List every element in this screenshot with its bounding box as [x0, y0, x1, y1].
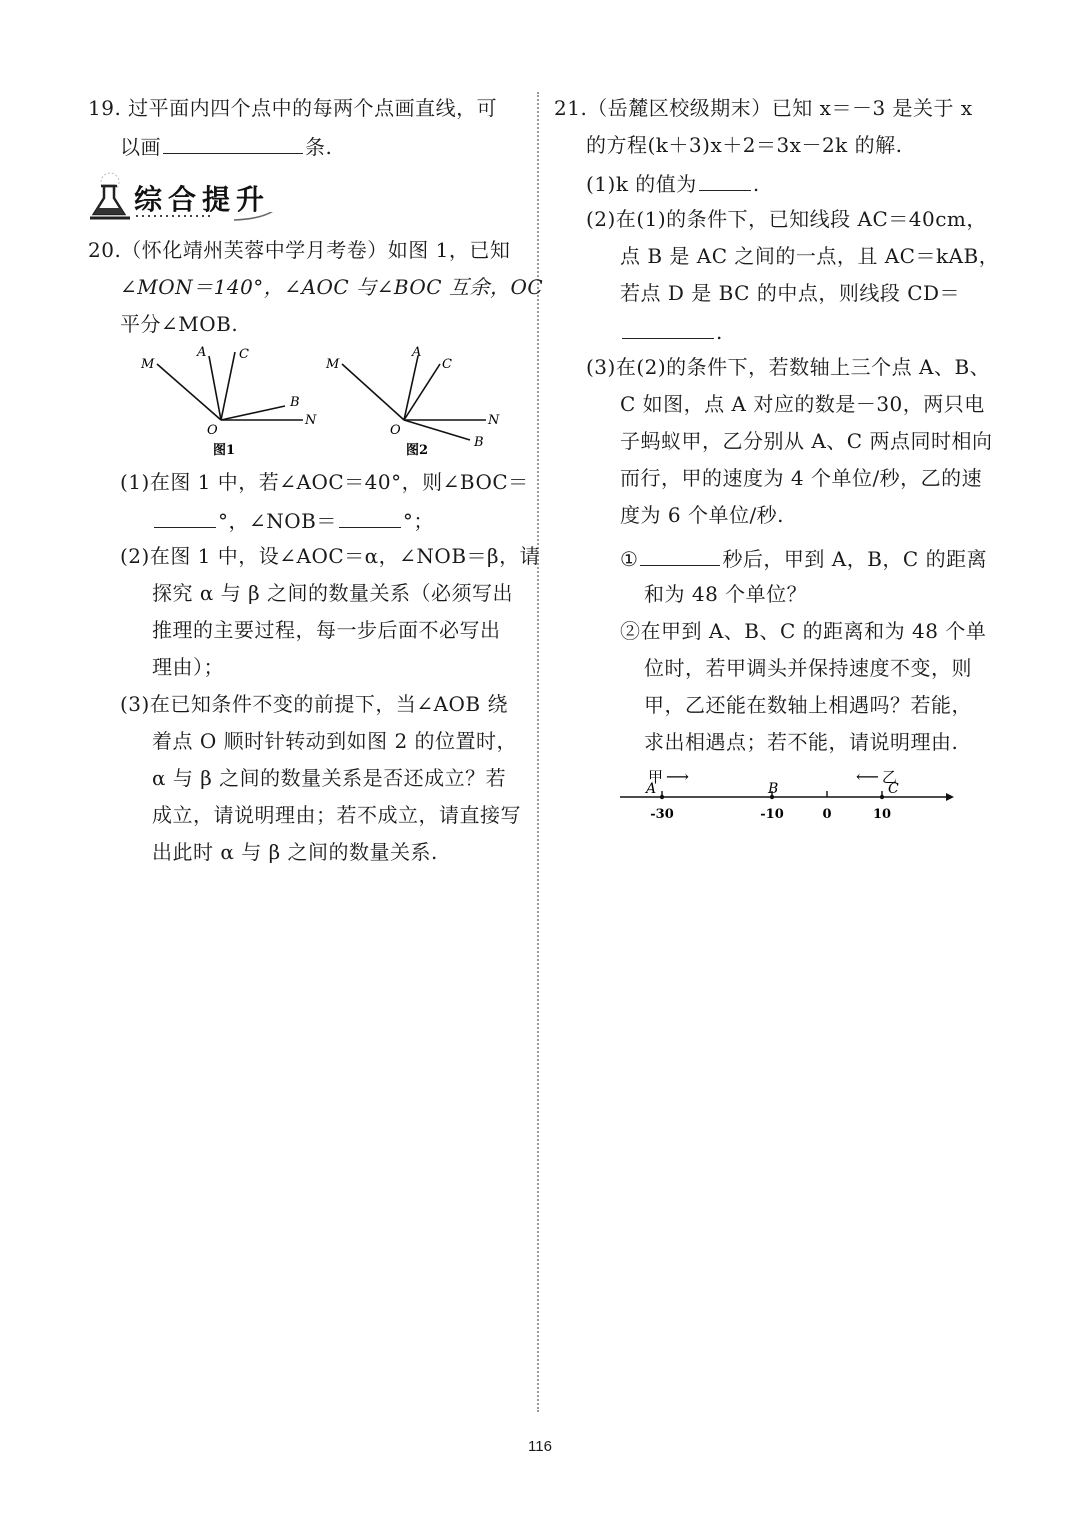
ant-jia-label: 甲 [648, 768, 664, 786]
figure-2 [318, 342, 518, 460]
q21-s1-line1 [620, 543, 987, 573]
q20-p1-text-b: °； [402, 509, 434, 533]
fig2-label-n: N [488, 413, 500, 428]
ant-yi-arrow: ⟵ [856, 767, 879, 786]
page-number: 116 [528, 1438, 552, 1455]
q21-k-blank[interactable] [699, 168, 751, 191]
section-title: 综合提升 [134, 183, 271, 216]
q21-s2-line1: ②在甲到 A、B、C 的距离和为 48 个单 [620, 619, 987, 643]
fig1-label-m: M [141, 357, 155, 372]
fig1-label-b: B [290, 395, 300, 410]
fig1-caption: 图1 [213, 443, 236, 458]
fig2-ray-om [342, 364, 404, 420]
q21-s1-line2: 和为 48 个单位？ [644, 582, 808, 606]
q21-p2-line4 [620, 316, 723, 346]
q21-p2-line3: 若点 D 是 BC 的中点，则线段 CD＝ [620, 281, 961, 305]
ant-yi-label: 乙 [882, 768, 898, 786]
q20-line3: 平分∠MOB. [120, 312, 239, 336]
q20-p2-line2: 探究 α 与 β 之间的数量关系（必须写出 [152, 581, 513, 605]
number-line-tick-label-2: 0 [822, 807, 832, 822]
number-line-point-c [880, 795, 884, 799]
q20-p1-text-a: °，∠NOB＝ [218, 509, 337, 533]
q21-seconds-blank[interactable] [640, 543, 720, 566]
q19-answer-blank[interactable] [163, 131, 303, 154]
q21-p3-line5: 度为 6 个单位/秒. [620, 503, 785, 527]
q21-s1-text: 秒后，甲到 A，B，C 的距离 [722, 547, 988, 571]
q21-p2-dot: . [716, 320, 723, 344]
fig2-label-c: C [442, 357, 452, 372]
q21-s2-line3: 甲，乙还能在数轴上相遇吗？若能， [644, 693, 972, 717]
q21-p1 [586, 168, 760, 198]
q21-p3-line2: C 如图，点 A 对应的数是－30，两只电 [620, 392, 985, 416]
fig2-label-o: O [390, 423, 401, 438]
fig2-label-m: M [326, 357, 340, 372]
q20-line2: ∠MON＝140°，∠AOC 与∠BOC 互余，OC [120, 275, 544, 299]
q20-p1-line2 [152, 505, 434, 535]
number-line-label-c: C [888, 781, 899, 797]
q20-p2-line1: (2)在图 1 中，设∠AOC＝α，∠NOB＝β，请 [120, 544, 541, 568]
q21-s2-line4: 求出相遇点；若不能，请说明理由. [644, 730, 959, 754]
q20-p2-line3: 推理的主要过程，每一步后面不必写出 [152, 618, 501, 642]
number-line-tick-label-3: 10 [872, 807, 892, 822]
q19-line1: 19. 过平面内四个点中的每两个点画直线，可 [88, 96, 498, 120]
ant-jia-arrow: ⟶ [666, 767, 689, 786]
number-line-label-b: B [768, 781, 779, 797]
q21-p3-line4: 而行，甲的速度为 4 个单位/秒，乙的速 [620, 466, 983, 490]
q20-p3-line2: 着点 O 顺时针转动到如图 2 的位置时， [152, 729, 518, 753]
q20-p3-line3: α 与 β 之间的数量关系是否还成立？若 [152, 766, 507, 790]
q19-text-b: 条. [305, 135, 333, 159]
q20-line1: 20.（怀化靖州芙蓉中学月考卷）如图 1，已知 [88, 238, 511, 262]
fig2-label-a: A [412, 345, 422, 360]
number-line-point-a [660, 795, 664, 799]
fig1-label-a: A [197, 345, 207, 360]
q21-p3-line3: 子蚂蚁甲，乙分别从 A、C 两点同时相向 [620, 429, 993, 453]
fig1-label-o: O [207, 423, 218, 438]
q21-line1: 21.（岳麓区校级期末）已知 x＝－3 是关于 x [554, 96, 973, 120]
q20-p3-line5: 出此时 α 与 β 之间的数量关系. [152, 840, 438, 864]
q19-text-a: 以画 [120, 135, 161, 159]
q21-line2: 的方程(k＋3)x＋2＝3x－2k 的解. [586, 133, 903, 157]
q21-p2-line1: (2)在(1)的条件下，已知线段 AC＝40cm， [586, 207, 987, 231]
fig1-ray-oc [221, 352, 235, 420]
fig1-label-c: C [239, 347, 249, 362]
number-line-label-a: A [646, 781, 657, 797]
fig2-ray-ob [404, 420, 470, 440]
number-line-tick-label-0: -30 [650, 807, 674, 822]
q21-s1-marker: ① [620, 547, 639, 571]
q20-p2-line4: 理由）； [152, 655, 224, 679]
section-underline [134, 212, 284, 222]
fig1-label-n: N [305, 413, 317, 428]
q19-line2 [120, 131, 332, 161]
section-header [88, 172, 288, 222]
fig2-caption: 图2 [406, 443, 429, 458]
q21-p3-line1: (3)在(2)的条件下，若数轴上三个点 A、B、 [586, 355, 991, 379]
fig1-ray-ob [221, 406, 285, 420]
q21-p2-line2: 点 B 是 AC 之间的一点，且 AC＝kAB， [620, 244, 1000, 268]
figure-1 [135, 342, 325, 460]
q20-boc-blank[interactable] [154, 505, 216, 528]
number-line-arrowhead [946, 793, 954, 801]
number-line [620, 760, 960, 830]
q21-cd-blank[interactable] [622, 316, 714, 339]
q21-p1-dot: . [752, 172, 760, 196]
q20-nob-blank[interactable] [339, 505, 401, 528]
fig2-label-b: B [474, 435, 484, 450]
q21-p1-text: (1)k 的值为 [586, 172, 697, 196]
number-line-tick-label-1: -10 [760, 807, 784, 822]
flask-icon [88, 172, 134, 222]
q20-p3-line1: (3)在已知条件不变的前提下，当∠AOB 绕 [120, 692, 508, 716]
q20-p3-line4: 成立，请说明理由；若不成立，请直接写 [152, 803, 521, 827]
q21-s2-line2: 位时，若甲调头并保持速度不变，则 [644, 656, 972, 680]
q20-p1-line1: (1)在图 1 中，若∠AOC＝40°，则∠BOC＝ [120, 470, 529, 494]
